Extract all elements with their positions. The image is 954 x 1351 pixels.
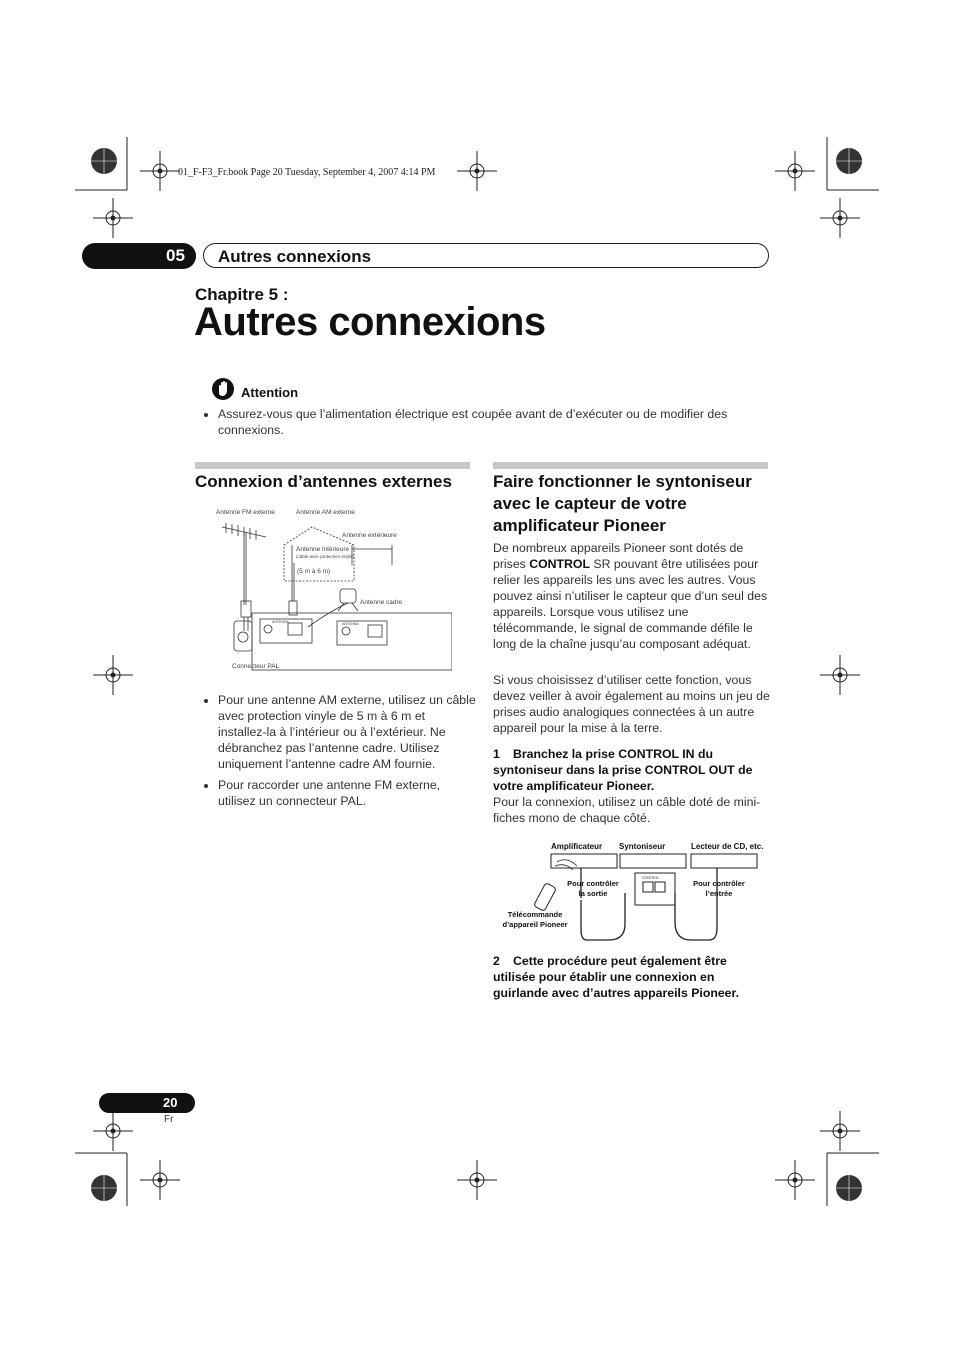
step-2-text: Cette procédure peut également être utilisée pour établir une connexion en guirlande avec d’autres appareils Pioneer. xyxy=(493,954,740,1000)
attention-label: Attention xyxy=(241,385,299,400)
am-antenna-label: Antenne AM externe xyxy=(296,509,355,516)
control-jack-term: CONTROL xyxy=(529,557,591,571)
output-control-label-1: Pour contrôler xyxy=(567,879,619,888)
chapter-number-badge: 05 xyxy=(82,243,196,269)
indoor-antenna-label: Antenne intérieure xyxy=(296,546,350,553)
hand-stop-icon xyxy=(212,377,234,401)
language-code: Fr xyxy=(164,1114,174,1125)
svg-text:ANTENNA: ANTENNA xyxy=(272,620,289,624)
right-section-heading: Faire fonctionner le syntoniseur avec le capteur de votre amplificateur Pioneer xyxy=(493,472,752,535)
input-control-label-2: l’entrée xyxy=(705,889,733,898)
cd-player-label: Lecteur de CD, etc. xyxy=(691,842,764,851)
control-connection-diagram xyxy=(495,838,770,948)
fm-antenna-label: Antenne FM externe xyxy=(216,509,275,516)
step-1 xyxy=(493,746,771,794)
print-info: 01_F-F3_Fr.book Page 20 Tuesday, September 4, 2007 4:14 PM xyxy=(178,167,436,178)
left-bullet-list xyxy=(196,692,476,814)
attention-bullet: • Assurez-vous que l’alimentation électrique est coupée avant de d’exécuter ou de modifier des connexions. xyxy=(218,406,771,438)
control-jack-label: CONTROL xyxy=(642,876,660,880)
tuner-label: Syntoniseur xyxy=(619,842,666,851)
step-2-number: 2 xyxy=(493,954,500,968)
step-1-text: Branchez la prise CONTROL IN du syntoniseur dans la prise CONTROL OUT de votre amplificateur Pioneer. xyxy=(493,747,753,793)
antenna-diagram xyxy=(212,505,452,675)
loop-antenna-label: Antenne cadre xyxy=(360,599,403,606)
output-control-label-2: la sortie xyxy=(578,889,608,898)
svg-text:ANTENNA: ANTENNA xyxy=(342,622,359,626)
amplifier-label: Amplificateur xyxy=(551,842,603,851)
indoor-antenna-note: (câble avec protection vinyle) xyxy=(296,554,355,559)
step-1-number: 1 xyxy=(493,747,500,761)
page-number-badge: 20 xyxy=(99,1093,195,1113)
left-bullet-2: • Pour raccorder une antenne FM externe, utilisez un connecteur PAL. xyxy=(218,777,476,809)
chapter-header-bar: Autres connexions xyxy=(203,243,769,268)
chapter-label: Chapitre 5 : xyxy=(195,285,289,304)
remote-label-2: d’appareil Pioneer xyxy=(502,920,568,929)
step-1-note: Pour la connexion, utilisez un câble doté de mini-fiches mono de chaque côté. xyxy=(493,795,761,825)
step-2 xyxy=(493,953,771,1001)
right-para-1: De nombreux appareils Pioneer sont dotés de prises CONTROL SR pouvant être utilisées pour relier les appareils les uns avec les autres. Vous pouvez ainsi n’utiliser le capteur que d’un seul des appareils. Lorsque vous utilisez une télécommande, le signal de commande défile le long de la chaîne jusqu’au composant adéquat. xyxy=(493,541,768,651)
left-bullet-1: • Pour une antenne AM externe, utilisez un câble avec protection vinyle de 5 m à 6 m et installez-la à l’intérieur ou à l’extérieur. Ne débranchez pas l’antenne cadre. Utilisez uniquement l’antenne cadre AM fournie. xyxy=(218,692,476,772)
input-control-label-1: Pour contrôler xyxy=(693,879,745,888)
right-para-2: Si vous choisissez d’utiliser cette fonction, vous devez veiller à avoir également au moins un jeu de prises audio analogiques connectées à un autre appareil pour la mise à la terre. xyxy=(493,673,770,735)
left-section-bar xyxy=(195,462,470,469)
left-section-heading: Connexion d’antennes externes xyxy=(195,472,452,491)
remote-label-1: Télécommande xyxy=(507,910,563,919)
page-title: Autres connexions xyxy=(194,300,546,344)
cable-length-label: (5 m à 6 m) xyxy=(297,568,331,575)
attention-bullet-list xyxy=(196,406,771,443)
right-section-bar xyxy=(493,462,768,469)
outdoor-antenna-label: Antenne extérieure xyxy=(342,532,397,539)
pal-connector-label: Connecteur PAL xyxy=(232,663,280,670)
